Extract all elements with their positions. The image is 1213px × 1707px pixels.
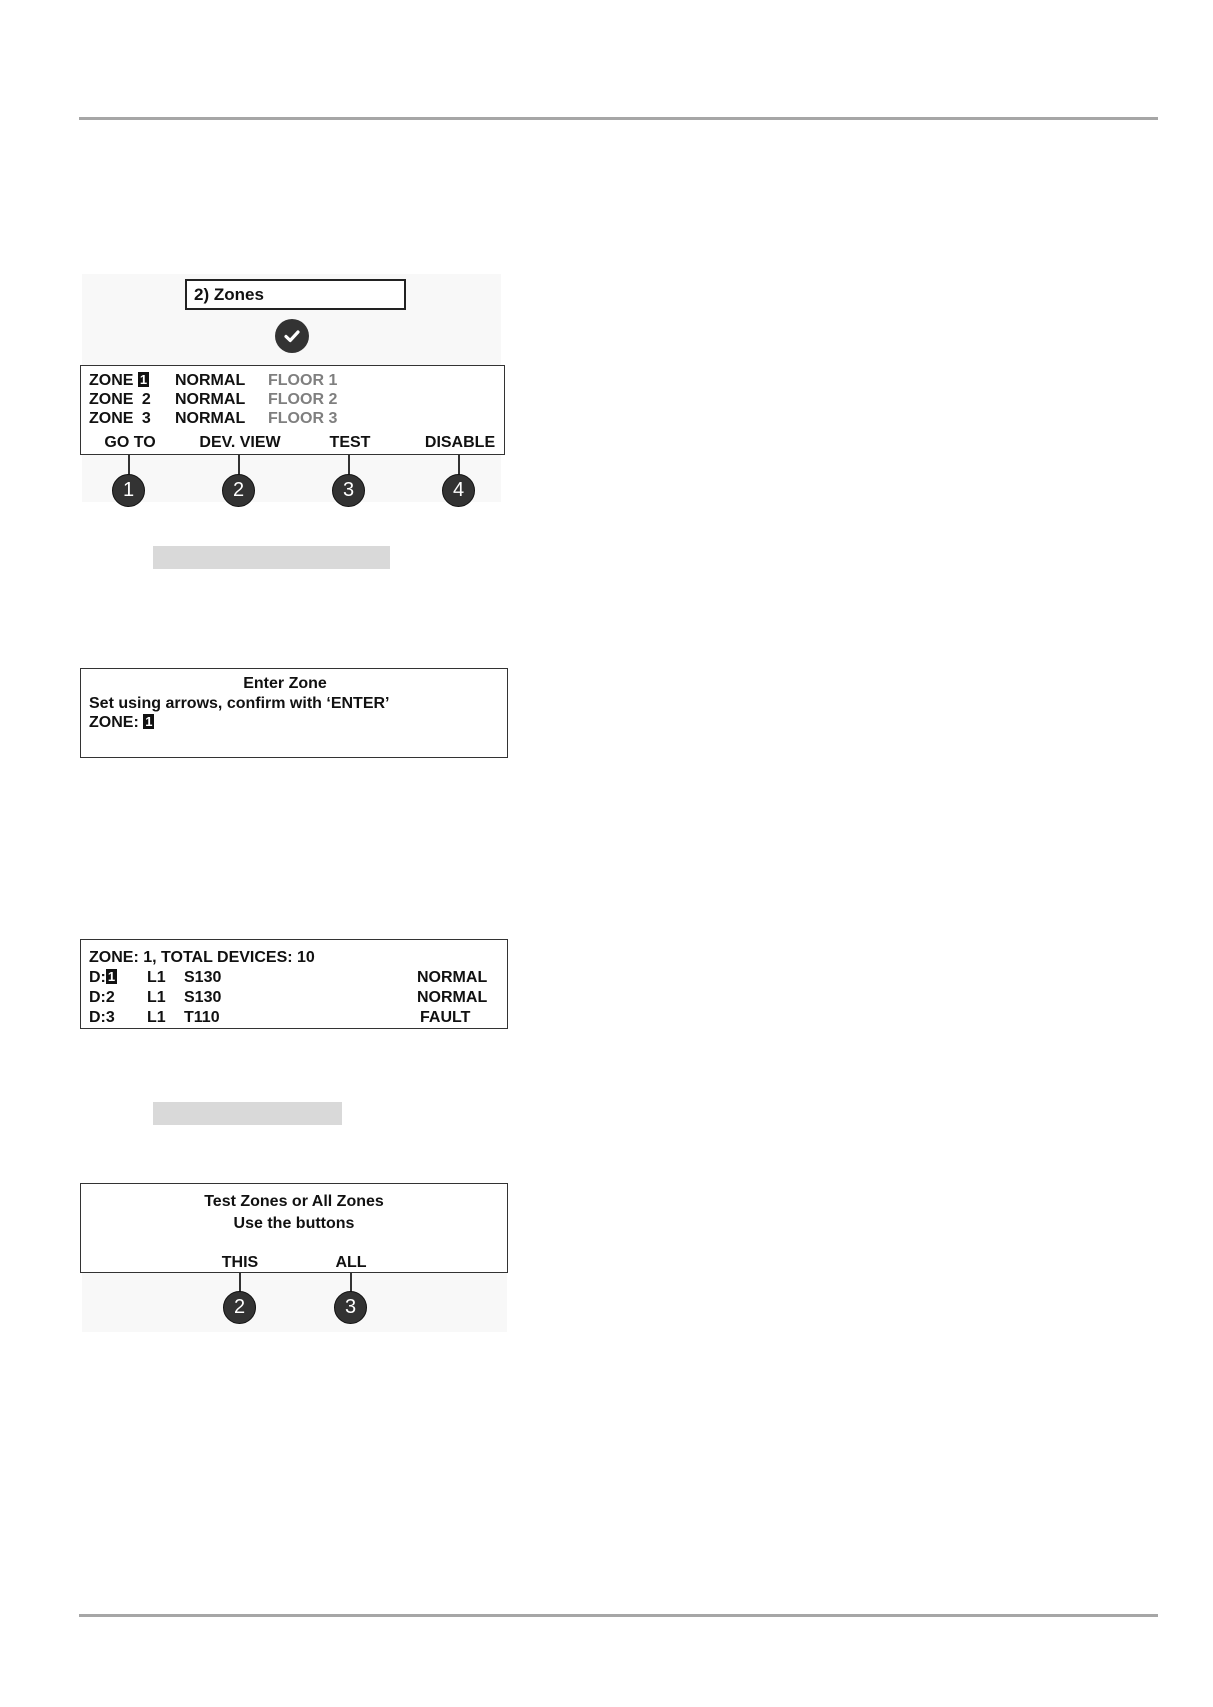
zones-menu-title-text: 2) Zones: [194, 285, 264, 304]
device-type: S130: [184, 969, 222, 986]
zone-label: ZONE: [89, 372, 134, 389]
zones-lcd-display: [80, 365, 505, 455]
zone-row[interactable]: [89, 371, 149, 390]
enter-zone-field[interactable]: [89, 713, 154, 732]
test-button-3[interactable]: 3: [334, 1291, 367, 1324]
button-2[interactable]: 2: [222, 474, 255, 507]
button-1-leader: [128, 455, 130, 475]
button-1[interactable]: 1: [112, 474, 145, 507]
device-type: S130: [184, 989, 222, 1006]
button-3-leader: [348, 455, 350, 475]
softkey-this[interactable]: THIS: [221, 1254, 259, 1271]
softkey-all[interactable]: ALL: [335, 1254, 367, 1271]
device-number-cursor: 1: [107, 969, 116, 984]
device-view-header: ZONE: 1, TOTAL DEVICES: 10: [89, 949, 315, 966]
zone-location: FLOOR 1: [268, 372, 338, 389]
enter-zone-title: Enter Zone: [243, 675, 327, 692]
zone-location: FLOOR 2: [268, 391, 338, 408]
zone-number-cursor: 1: [139, 372, 148, 387]
test-zones-line2: Use the buttons: [233, 1215, 355, 1232]
device-row[interactable]: [89, 968, 117, 987]
softkey-go-to[interactable]: GO TO: [104, 434, 156, 451]
device-prefix: D:: [89, 989, 106, 1006]
device-row[interactable]: [89, 988, 115, 1007]
device-view-lcd-display: [80, 939, 508, 1029]
device-prefix: D:: [89, 1009, 106, 1026]
device-loop: L1: [147, 1009, 166, 1026]
enter-zone-label: ZONE:: [89, 714, 139, 731]
device-status: NORMAL: [417, 989, 488, 1006]
zone-row[interactable]: [89, 390, 151, 409]
device-number: 2: [105, 989, 115, 1006]
zone-number: 2: [141, 391, 151, 408]
zone-status: NORMAL: [175, 410, 246, 427]
enter-zone-value-cursor: 1: [145, 714, 153, 729]
test-button-2[interactable]: 2: [223, 1291, 256, 1324]
device-row[interactable]: [89, 1008, 115, 1027]
zones-menu-title: [185, 279, 406, 310]
redacted-bar: [153, 546, 390, 569]
button-4-leader: [458, 455, 460, 475]
button-3[interactable]: 3: [332, 474, 365, 507]
enter-zone-instruction: Set using arrows, confirm with ‘ENTER’: [89, 695, 390, 712]
test-zones-line1: Test Zones or All Zones: [204, 1193, 384, 1210]
zone-number: 3: [141, 410, 151, 427]
device-type: T110: [184, 1009, 220, 1026]
button-4[interactable]: 4: [442, 474, 475, 507]
device-status: FAULT: [420, 1009, 471, 1026]
device-status: NORMAL: [417, 969, 488, 986]
zone-label: ZONE: [89, 410, 134, 427]
zone-status: NORMAL: [175, 391, 246, 408]
softkey-test[interactable]: TEST: [329, 434, 371, 451]
zone-location: FLOOR 3: [268, 410, 338, 427]
test-button-2-leader: [239, 1273, 241, 1293]
enter-zone-lcd-display: [80, 668, 508, 758]
zone-row[interactable]: [89, 409, 151, 428]
check-icon: [275, 319, 309, 353]
zone-status: NORMAL: [175, 372, 246, 389]
device-number: 3: [105, 1009, 115, 1026]
device-loop: L1: [147, 969, 166, 986]
device-prefix: D:: [89, 969, 106, 986]
zone-label: ZONE: [89, 391, 134, 408]
check-mark-glyph: [282, 326, 302, 346]
footer-rule: [79, 1614, 1158, 1617]
test-button-3-leader: [350, 1273, 352, 1293]
device-loop: L1: [147, 989, 166, 1006]
softkey-disable[interactable]: DISABLE: [424, 434, 496, 451]
test-zones-lcd-display: [80, 1183, 508, 1273]
test-figure-background: [82, 1272, 507, 1332]
redacted-bar: [153, 1102, 342, 1125]
button-2-leader: [238, 455, 240, 475]
header-rule: [79, 117, 1158, 120]
softkey-dev-view[interactable]: DEV. VIEW: [199, 434, 281, 451]
